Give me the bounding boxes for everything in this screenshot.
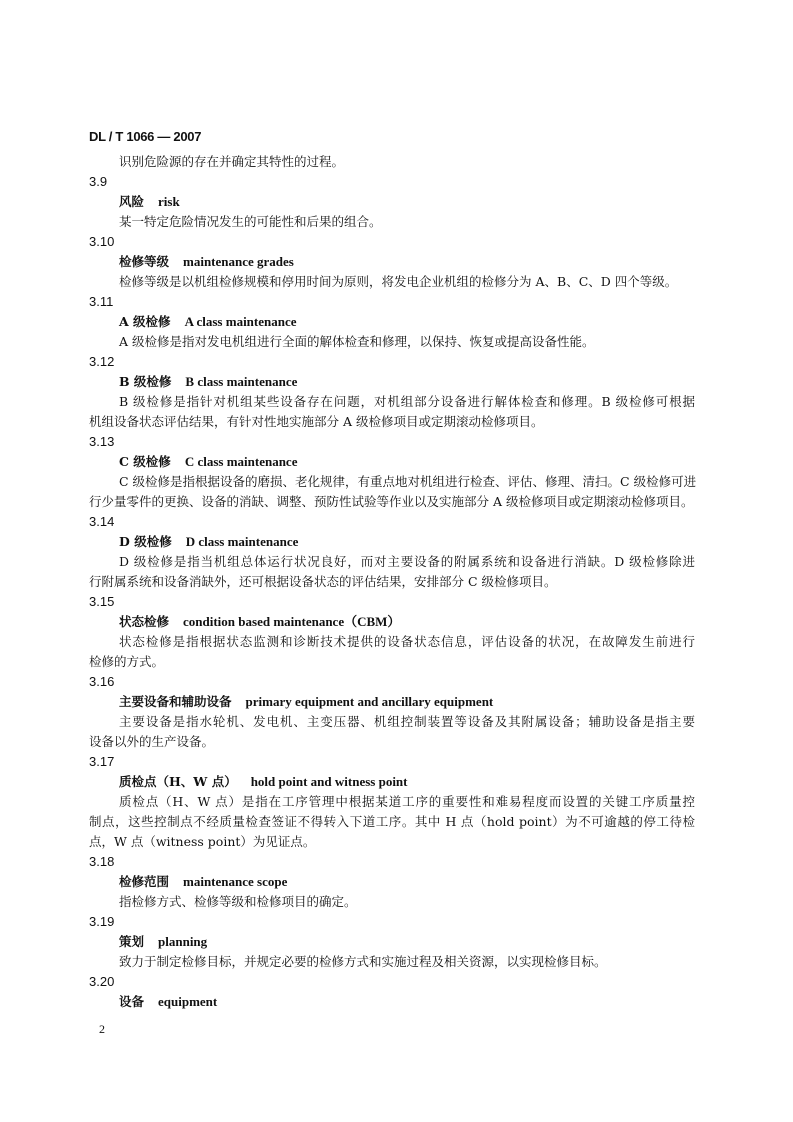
definition-line: D 级检修是指当机组总体运行状况良好，而对主要设备的附属系统和设备进行消缺。D 级检修除进 [119, 554, 695, 569]
term-heading [89, 612, 695, 632]
term-chinese: 主要设备和辅助设备 [119, 694, 232, 709]
term-heading [89, 532, 695, 552]
clause-number: 3.19 [89, 914, 115, 929]
document-page [89, 126, 695, 1012]
term-chinese: C 级检修 [119, 454, 171, 469]
term-chinese: B 级检修 [119, 374, 172, 389]
term-english: D class maintenance [185, 534, 299, 549]
term-english: condition based maintenance（CBM） [183, 614, 401, 629]
clause-number: 3.12 [89, 354, 115, 369]
term-entry [89, 852, 695, 912]
term-chinese: 风险 [119, 194, 145, 209]
term-english: planning [158, 934, 208, 949]
term-chinese: D 级检修 [119, 534, 172, 549]
term-chinese: 检修范围 [119, 874, 170, 889]
definition-line: 行少量零件的更换、设备的消缺、调整、预防性试验等作业以及实施部分 A 级检修项目或定期滚动检修项目。 [89, 494, 694, 509]
definition-line: 指检修方式、检修等级和检修项目的确定。 [119, 894, 357, 909]
clause-number: 3.16 [89, 674, 115, 689]
term-heading [89, 992, 695, 1012]
term-english: maintenance scope [183, 874, 288, 889]
term-entry [89, 432, 695, 512]
definition-line: 主要设备是指水轮机、发电机、主变压器、机组控制装置等设备及其附属设备；辅助设备是指主要 [119, 714, 695, 729]
term-english: B class maintenance [185, 374, 298, 389]
clause-number: 3.20 [89, 974, 115, 989]
term-english: C class maintenance [184, 454, 298, 469]
term-entry [89, 512, 695, 592]
definition-line: 状态检修是指根据状态监测和诊断技术提供的设备状态信息，评估设备的状况，在故障发生前进行 [119, 634, 695, 649]
term-entry [89, 352, 695, 432]
definition-line: 制点，这些控制点不经质量检查签证不得转入下道工序。其中 H 点（hold point）为不可逾越的停工待检 [89, 814, 695, 829]
clause-number: 3.15 [89, 594, 115, 609]
term-heading [89, 372, 695, 392]
definition-line: B 级检修是指针对机组某些设备存在问题，对机组部分设备进行解体检查和修理。B 级检修可根据 [119, 394, 695, 409]
term-english: primary equipment and ancillary equipment [245, 694, 494, 709]
term-chinese: 策划 [119, 934, 145, 949]
term-english: A class maintenance [184, 314, 297, 329]
clause-number: 3.10 [89, 234, 115, 249]
term-entry [89, 752, 695, 852]
term-entry [89, 232, 695, 292]
definition-line: 点，W 点（witness point）为见证点。 [89, 834, 316, 849]
term-chinese: 检修等级 [119, 254, 170, 269]
term-entry [89, 972, 695, 1012]
definition-line: 设备以外的生产设备。 [89, 734, 215, 749]
clause-number: 3.18 [89, 854, 115, 869]
clause-number: 3.13 [89, 434, 115, 449]
term-chinese: A 级检修 [119, 314, 171, 329]
term-heading [89, 872, 695, 892]
term-heading [89, 692, 695, 712]
definition-line: 某一特定危险情况发生的可能性和后果的组合。 [119, 214, 382, 229]
term-english: hold point and witness point [250, 774, 408, 789]
paragraph-line: 识别危险源的存在并确定其特性的过程。 [119, 154, 345, 169]
page-number: 2 [99, 1022, 105, 1036]
term-english: risk [158, 194, 180, 209]
term-heading [89, 772, 695, 792]
term-entries [89, 172, 695, 1012]
definition-line: C 级检修是指根据设备的磨损、老化规律，有重点地对机组进行检查、评估、修理、清扫。C 级检修可进 [119, 474, 697, 489]
definition-line: 行附属系统和设备消缺外，还可根据设备状态的评估结果，安排部分 C 级检修项目。 [89, 574, 557, 589]
definition-line: 检修的方式。 [89, 654, 165, 669]
definition-line: 质检点（H、W 点）是指在工序管理中根据某道工序的重要性和难易程度而设置的关键工序质量控 [119, 794, 695, 809]
term-entry [89, 912, 695, 972]
term-chinese: 设备 [119, 994, 145, 1009]
term-heading [89, 452, 695, 472]
term-english: equipment [158, 994, 218, 1009]
definition-line: A 级检修是指对发电机组进行全面的解体检查和修理，以保持、恢复或提高设备性能。 [119, 334, 595, 349]
term-heading [89, 932, 695, 952]
term-heading [89, 252, 695, 272]
standard-header: DL / T 1066 — 2007 [89, 129, 202, 144]
definition-line: 检修等级是以机组检修规模和停用时间为原则，将发电企业机组的检修分为 A、B、C、D 四个等级。 [119, 274, 678, 289]
term-entry [89, 672, 695, 752]
clause-number: 3.9 [89, 174, 108, 189]
definition-line: 致力于制定检修目标，并规定必要的检修方式和实施过程及相关资源，以实现检修目标。 [119, 954, 607, 969]
term-chinese: 状态检修 [119, 614, 170, 629]
clause-number: 3.17 [89, 754, 115, 769]
clause-number: 3.11 [89, 294, 114, 309]
term-entry [89, 292, 695, 352]
term-english: maintenance grades [183, 254, 294, 269]
term-chinese: 质检点（H、W 点） [119, 774, 237, 789]
clause-number: 3.14 [89, 514, 115, 529]
term-entry [89, 172, 695, 232]
term-heading [89, 192, 695, 212]
term-entry [89, 592, 695, 672]
term-heading [89, 312, 695, 332]
definition-line: 机组设备状态评估结果，有针对性地实施部分 A 级检修项目或定期滚动检修项目。 [89, 414, 544, 429]
